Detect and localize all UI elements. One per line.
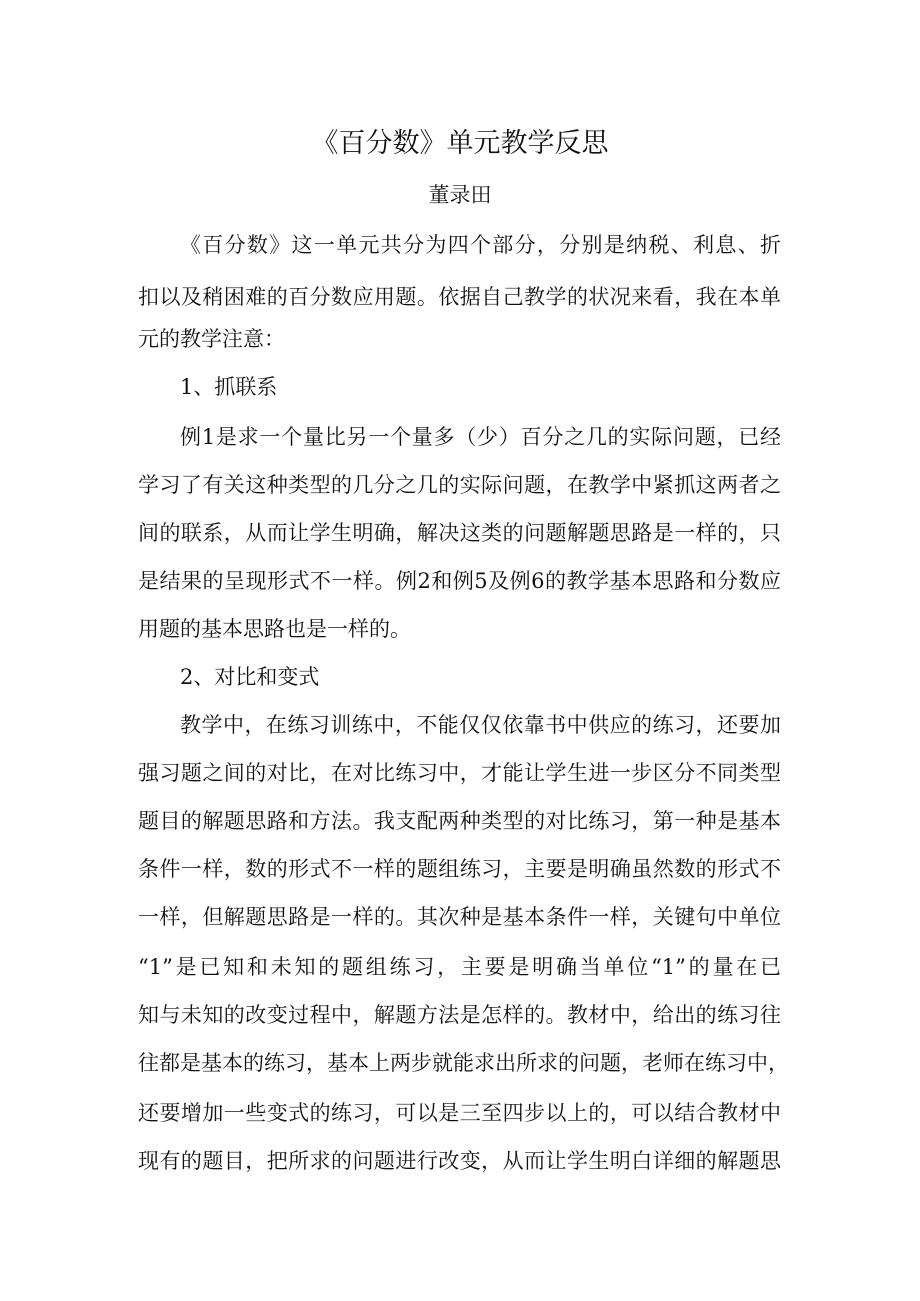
section-2-line-1: 教学中，在练习训练中，不能仅仅依靠书中供应的练习，还要加 [180,713,781,737]
section-2-line-9: 还要增加一些变式的练习，可以是三至四步以上的，可以结合教材中 [138,1101,781,1125]
author-name: 董录田 [428,183,492,207]
section-1-line-2: 学习了有关这种类型的几分之几的实际问题，在教学中紧抓这两者之 [138,473,781,497]
section-1-line-1: 例1是求一个量比另一个量多（少）百分之几的实际问题，已经 [180,425,781,449]
section-2-line-5: 一样，但解题思路是一样的。其次种是基本条件一样，关键句中单位 [138,905,781,929]
section-1-line-3: 间的联系，从而让学生明确，解决这类的问题解题思路是一样的，只 [138,521,781,545]
intro-line-3: 元的教学注意： [138,327,285,351]
section-2-line-8: 往都是基本的练习，基本上两步就能求出所求的问题，老师在练习中， [138,1051,789,1075]
section-2-line-4: 条件一样，数的形式不一样的题组练习，主要是明确虽然数的形式不 [138,857,781,881]
intro-line-1: 《百分数》这一单元共分为四个部分，分别是纳税、利息、折 [180,233,781,257]
section-1-line-4: 是结果的呈现形式不一样。例2和例5及例6的教学基本思路和分数应 [138,569,781,593]
section-2-line-10: 现有的题目，把所求的问题进行改变，从而让学生明白详细的解题思 [138,1149,781,1173]
section-2-line-3: 题目的解题思路和方法。我支配两种类型的对比练习，第一种是基本 [138,809,781,833]
section-1-heading: 1、抓联系 [180,375,278,399]
section-2-line-6: “1”是已知和未知的题组练习，主要是明确当单位“1”的量在已 [138,955,781,979]
document-title: 《百分数》单元教学反思 [311,128,609,159]
section-2-heading: 2、对比和变式 [180,665,320,689]
intro-line-2: 扣以及稍困难的百分数应用题。依据自己教学的状况来看，我在本单 [138,285,781,309]
section-2-line-2: 强习题之间的对比，在对比练习中，才能让学生进一步区分不同类型 [138,761,781,785]
section-1-line-5: 用题的基本思路也是一样的。 [138,617,411,641]
section-2-line-7: 知与未知的改变过程中，解题方法是怎样的。教材中，给出的练习往 [138,1003,781,1027]
